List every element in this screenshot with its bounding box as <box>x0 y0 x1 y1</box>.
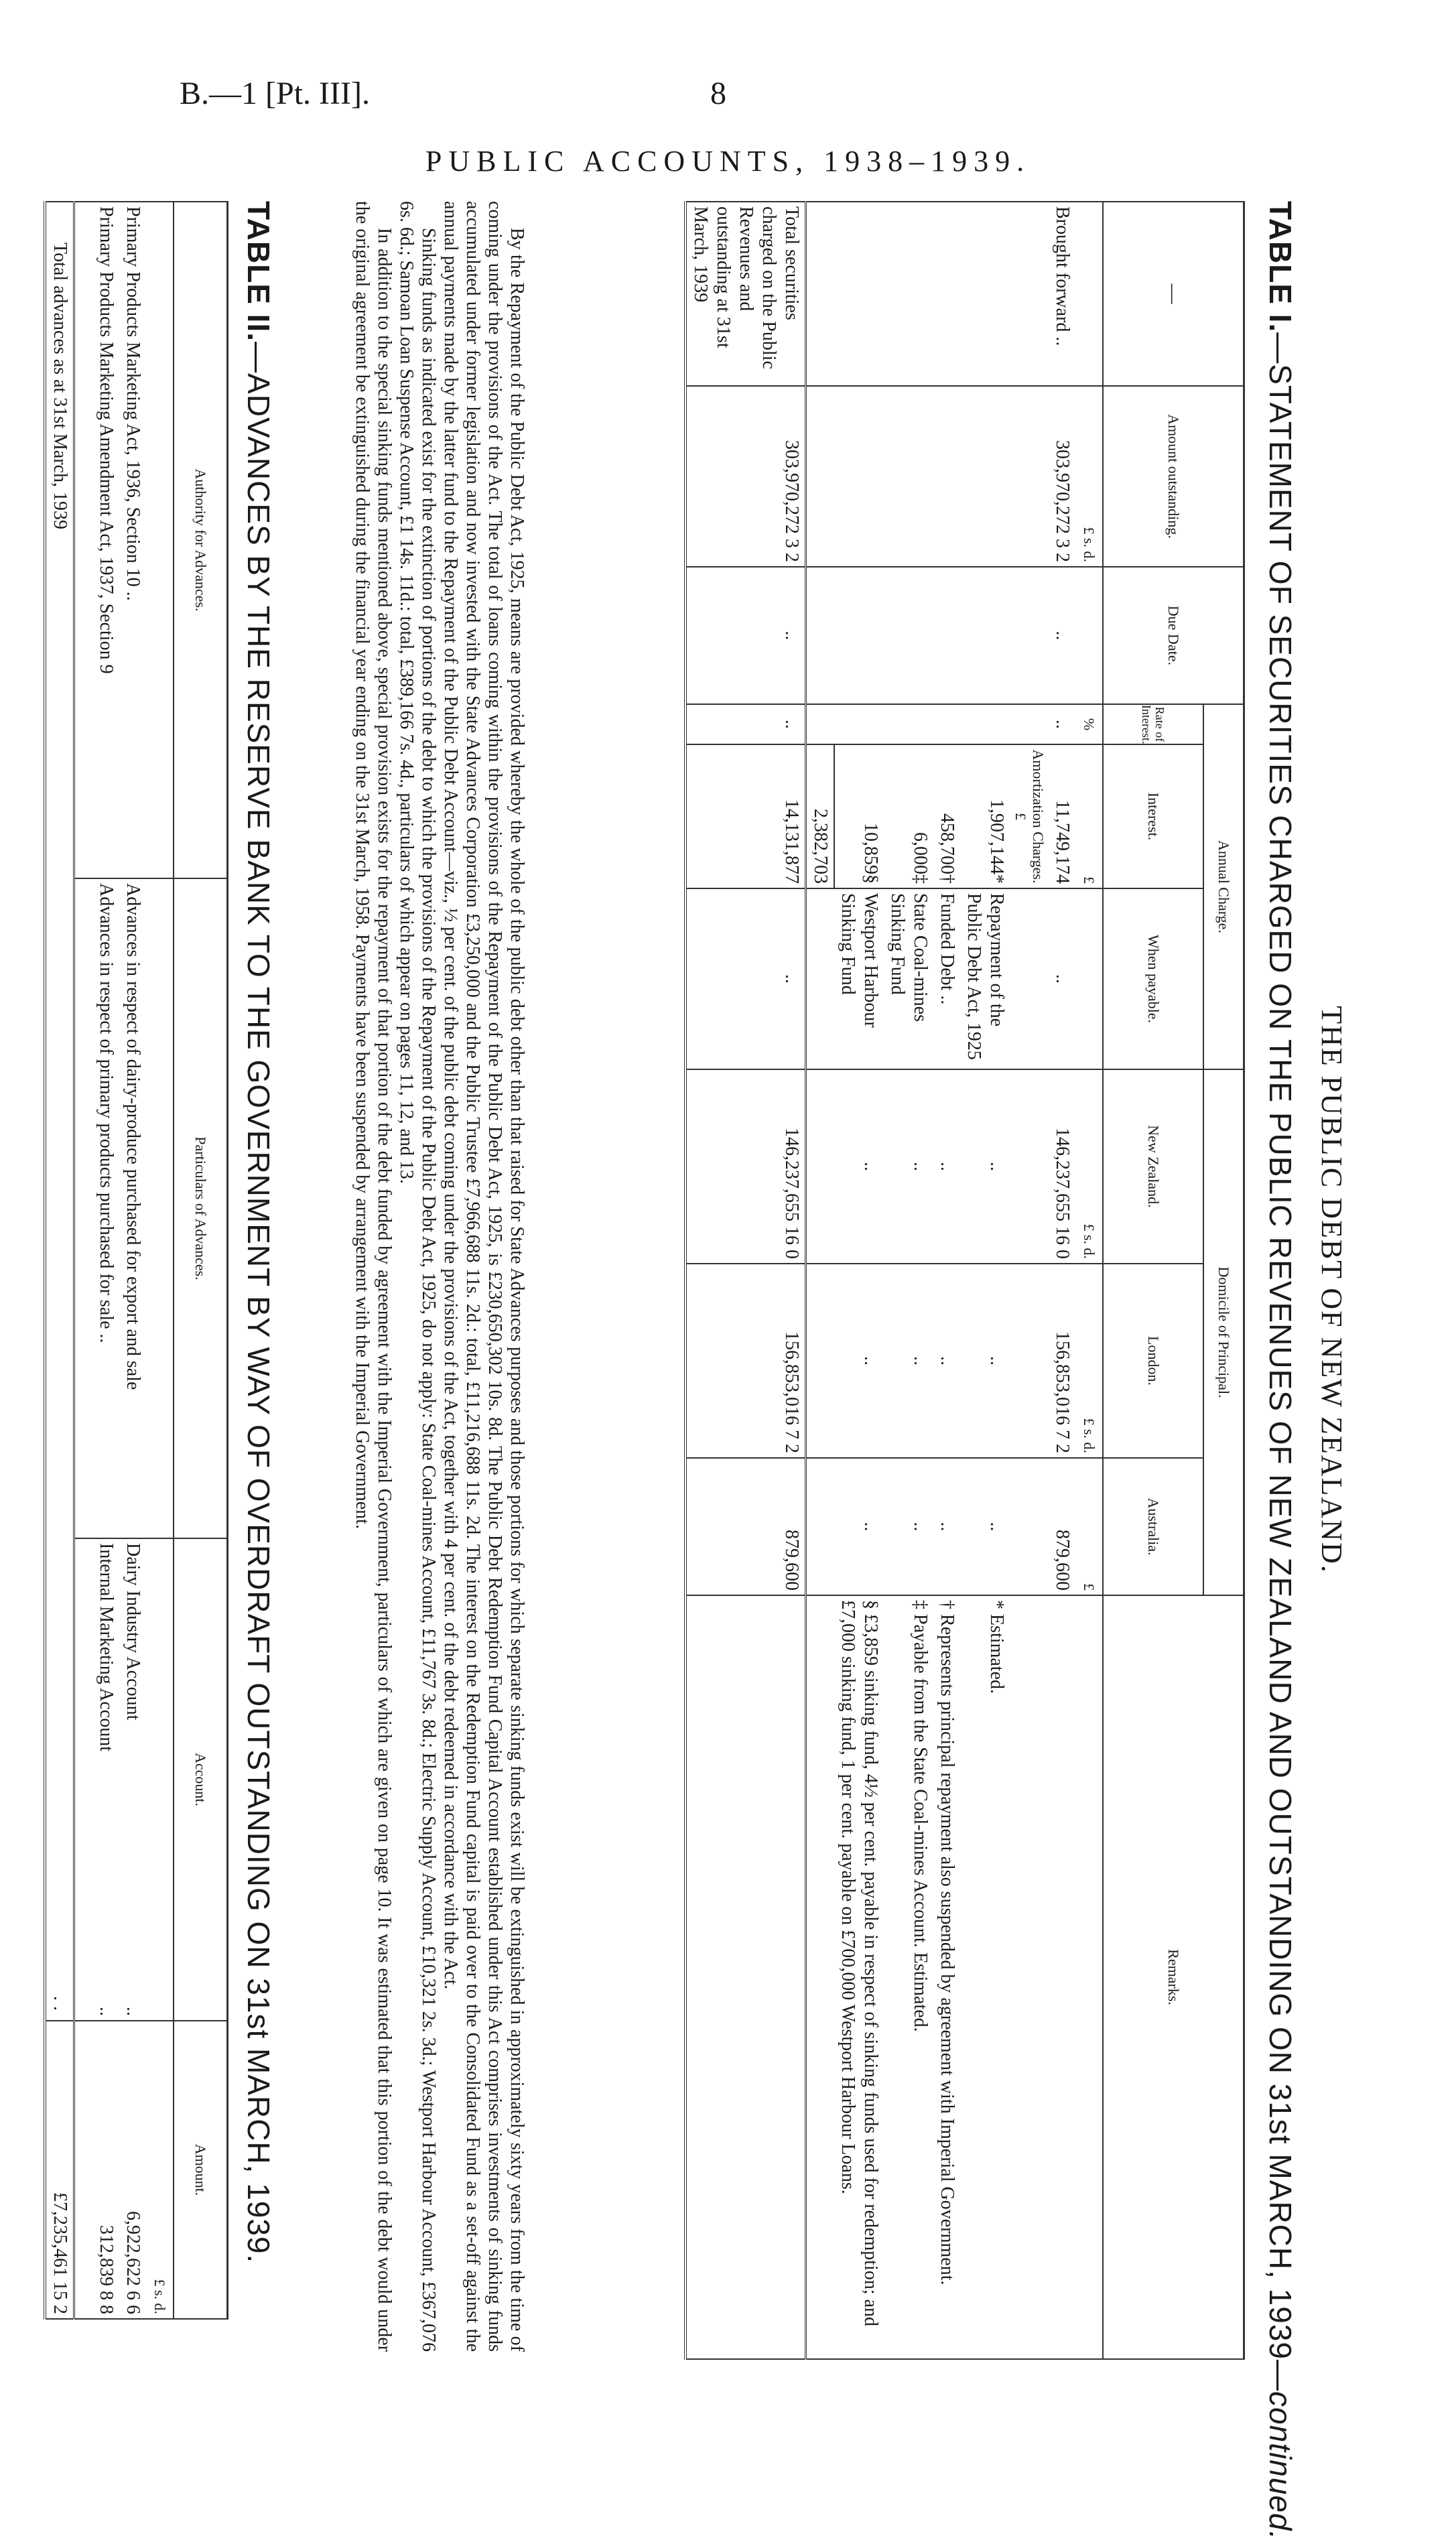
amort-interest-1: 1,907,144* <box>961 744 1010 888</box>
total-nz: 146,237,655 16 0 <box>686 1069 807 1264</box>
header-new-zealand: New Zealand. <box>1104 1069 1204 1264</box>
table1-caption-text: —STATEMENT OF SECURITIES CHARGED ON THE PUBLIC REVENUES OF NEW ZEALAND AND OUTSTANDING ON 31st MARCH, 1939— <box>1263 332 1298 2392</box>
table2 <box>44 201 229 2320</box>
amort-when-2: Funded Debt .. <box>934 888 961 1069</box>
amort-interest-2: 458,700† <box>934 744 961 888</box>
t2-total-amount: £7,235,461 15 2 <box>46 2021 75 2319</box>
brought-forward-london: 156,853,016 7 2 <box>1049 1264 1076 1458</box>
amort-australia-4: .. <box>835 1458 884 1595</box>
header-australia: Australia. <box>1104 1458 1204 1595</box>
unit-interest: £ <box>1076 744 1104 888</box>
amort-nz-3: .. <box>884 1069 934 1264</box>
table1-caption-cont: continued. <box>1263 2391 1298 2540</box>
note-1: By the Repayment of the Public Debt Act, 1925, means are provided whereby the whole of the public debt other than that raised for State Advances purposes and those portions for which separate sinking funds exist will be extinguished in approximately sixty years from the time of coming under the provisions of the Act. The total of loans coming within the provisions of the Repayment of the Public Debt Act, 1925, is £230,650,302 10s. 8d. The Public Debt Redemption Fund Capital Account established under this Act comprises investments of sinking funds accumulated under former legislation and now invested with the State Advances Corporation £3,250,000 and the Public Trustee £7,966,688 11s. 2d.: total, £11,216,688 11s. 2d. The interest on the Redemption Fund capital is paid over to the Consolidated Fund as a set-off against the annual payments made by the latter fund to the Repayment of the Public Debt Account—viz., ½ per cent. of the public debt coming under the provisions of the Act, together with 4 per cent. of the debt redeemed in accordance with the Act. <box>440 201 527 2352</box>
t2-particulars-2: Advances in respect of primary products purchased for sale .. <box>93 878 120 1538</box>
amortization-total: 2,382,703 <box>806 744 835 888</box>
table-row <box>120 202 147 2319</box>
header-when-payable: When payable. <box>1104 888 1204 1069</box>
t2-unit: £ s. d. <box>147 2021 174 2319</box>
note-2: Sinking funds as indicated exist for the extinction of portions of the debt to which the provisions of the Repayment of the Public Debt Act, 1925, do not apply: State Coal-mines Account, £11,767 3s. 8d.; Electric Supply Account, £10,321 2s. 3d.; Westport Harbour Account, £367,076 6s. 6d.; Samoan Loan Suspense Account, £1 14s. 11d.: total, £389,166 7s. 4d., particulars of which appear on pages 11, 12, and 13. <box>396 201 439 2352</box>
debt-heading: THE PUBLIC DEBT OF NEW ZEALAND. <box>1315 1006 1348 1574</box>
table2-section <box>44 201 277 2314</box>
amort-remark-2: † Represents principal repayment also suspended by agreement with Imperial Government. <box>934 1595 961 2359</box>
table-row <box>93 202 120 2319</box>
header-interest: Interest. <box>1104 744 1204 888</box>
amort-australia-1: .. <box>961 1458 1010 1595</box>
amort-london-1: .. <box>961 1264 1010 1458</box>
t2-authority-2: Primary Products Marketing Amendment Act, 1937, Section 9 <box>93 202 120 878</box>
table-row <box>934 202 961 2359</box>
table1-caption <box>1262 201 1299 2540</box>
brought-forward-when: .. <box>1049 888 1076 1069</box>
header-dash: — <box>1104 202 1244 386</box>
page-number: 8 <box>710 76 726 111</box>
total-when: .. <box>686 888 807 1069</box>
amort-australia-3: .. <box>884 1458 934 1595</box>
unit-australia: £ <box>1076 1458 1104 1595</box>
t2-amount-1: 6,922,622 6 6 <box>120 2021 147 2319</box>
table2-caption-text: —ADVANCES BY THE RESERVE BANK TO THE GOVERNMENT BY WAY OF OVERDRAFT OUTSTANDING ON 31st MARCH, 1939. <box>241 342 276 2264</box>
table-row <box>961 202 1010 2359</box>
t2-authority-1: Primary Products Marketing Act, 1936, Section 10 .. <box>120 202 147 878</box>
table-row <box>835 202 884 2359</box>
brought-forward-rate: .. <box>1049 704 1076 744</box>
t2-account-1: Dairy Industry Account .. <box>120 1538 147 2021</box>
notes <box>351 201 528 2352</box>
t2-account-2: Internal Marketing Account .. <box>93 1538 120 2021</box>
t2-header-particulars: Particulars of Advances. <box>174 878 228 1538</box>
table-row <box>884 202 934 2359</box>
table-row <box>1049 202 1076 2359</box>
brought-forward-nz: 146,237,655 16 0 <box>1049 1069 1076 1264</box>
brought-forward-due: .. <box>1049 567 1076 704</box>
amort-london-3: .. <box>884 1264 934 1458</box>
brought-forward-label: Brought forward .. <box>1049 202 1076 386</box>
amort-when-3: State Coal-mines Sinking Fund <box>884 888 934 1069</box>
amort-nz-4: .. <box>835 1069 884 1264</box>
t2-header-authority: Authority for Advances. <box>174 202 228 878</box>
total-due: .. <box>686 567 807 704</box>
amort-australia-2: .. <box>934 1458 961 1595</box>
page-code: B.—1 [Pt. III]. <box>180 76 370 111</box>
amort-remark-1: * Estimated. <box>961 1595 1010 2359</box>
amortization-label: Amortization Charges. £ <box>1010 744 1049 888</box>
table-row <box>46 202 75 2319</box>
header-london: London. <box>1104 1264 1204 1458</box>
t2-header-account: Account. <box>174 1538 228 2021</box>
table-row <box>686 202 807 2359</box>
amort-interest-4: 10,859§ <box>835 744 884 888</box>
brought-forward-australia: 879,600 <box>1049 1458 1076 1595</box>
total-london: 156,853,016 7 2 <box>686 1264 807 1458</box>
t2-header-amount: Amount. <box>174 2021 228 2319</box>
total-interest: 14,131,877 <box>686 744 807 888</box>
header-due-date: Due Date. <box>1104 567 1244 704</box>
total-label: Total securities charged on the Public Revenues and outstanding at 31st March, 1939 <box>686 202 807 386</box>
amort-remark-3: ‡ Payable from the State Coal-mines Account. Estimated. <box>884 1595 934 2359</box>
t2-particulars-1: Advances in respect of dairy-produce purchased for export and sale <box>120 878 147 1538</box>
header-amount: Amount outstanding. <box>1104 386 1244 567</box>
amort-when-4: Westport Harbour Sinking Fund <box>835 888 884 1069</box>
brought-forward-interest: 11,749,174 <box>1049 744 1076 888</box>
header-annual-charge: Annual Charge. <box>1204 704 1244 1069</box>
table2-caption-label: TABLE II. <box>241 201 276 342</box>
unit-london: £ s. d. <box>1076 1264 1104 1458</box>
amort-remark-4: § £3,859 sinking fund, 4½ per cent. payable in respect of sinking funds used for redemption; and £7,000 sinking fund, 1 per cent. payable on £700,000 Westport Harbour Loans. <box>835 1595 884 2359</box>
total-rate: .. <box>686 704 807 744</box>
table1-caption-label: TABLE I. <box>1263 201 1298 333</box>
amort-when-1: Repayment of the Public Debt Act, 1925 <box>961 888 1010 1069</box>
rotated-page-content <box>50 201 1376 2540</box>
total-australia: 879,600 <box>686 1458 807 1595</box>
t2-amount-2: 312,839 8 8 <box>93 2021 120 2319</box>
total-amount: 303,970,272 3 2 <box>686 386 807 567</box>
table1 <box>685 201 1246 2360</box>
unit-rate: % <box>1076 704 1104 744</box>
table2-caption <box>241 201 277 2305</box>
amort-london-2: .. <box>934 1264 961 1458</box>
header-remarks: Remarks. <box>1104 1595 1244 2359</box>
t2-total-label: Total advances as at 31st March, 1939 .. <box>46 202 75 2021</box>
amort-nz-1: .. <box>961 1069 1010 1264</box>
header-rate: Rate of Interest. <box>1104 704 1204 744</box>
header-domicile: Domicile of Principal. <box>1204 1069 1244 1595</box>
amort-interest-3: 6,000‡ <box>884 744 934 888</box>
unit-amount: £ s. d. <box>1076 386 1104 567</box>
amort-nz-2: .. <box>934 1069 961 1264</box>
amort-london-4: .. <box>835 1264 884 1458</box>
page-title: PUBLIC ACCOUNTS, 1938–1939. <box>425 145 1031 178</box>
brought-forward-amount: 303,970,272 3 2 <box>1049 386 1076 567</box>
unit-nz: £ s. d. <box>1076 1069 1104 1264</box>
note-3: In addition to the special sinking funds mentioned above, special provision exists for the repayment of that portion of the debt funded by agreement with the Imperial Government, particulars of which are given on page 10. It was estimated that this portion of the debt would under the original agreement be extinguished during the financial year ending on the 31st March, 1958. Payments have been suspended by arrangement with the Imperial Government. <box>352 201 395 2352</box>
